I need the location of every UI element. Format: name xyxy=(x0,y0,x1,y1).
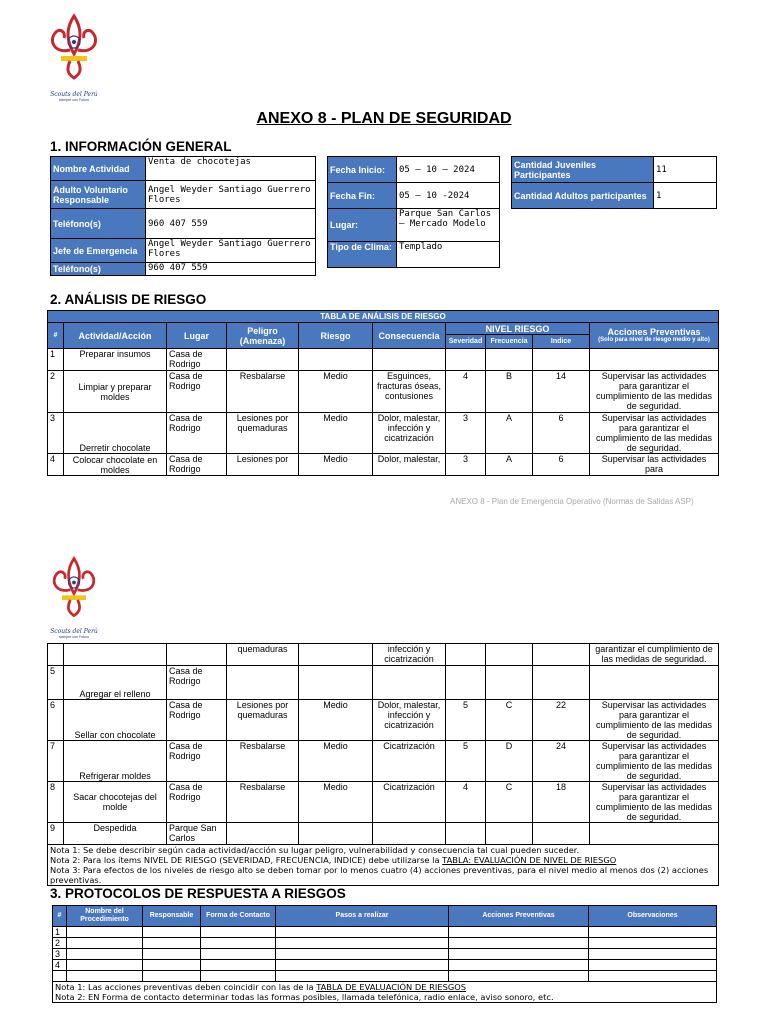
row-lugar: Casa de Rodrigo xyxy=(167,782,227,823)
col-acciones xyxy=(590,323,719,349)
cont-acciones: garantizar el cumplimiento de las medidas de seguridad. xyxy=(590,644,719,666)
section-3-heading: 3. PROTOCOLOS DE RESPUESTA A RIESGOS xyxy=(50,886,346,901)
row-consecuencia: Cicatrización xyxy=(373,741,446,782)
row-num: 3 xyxy=(48,413,64,454)
row-actividad: Preparar insumos xyxy=(64,349,167,371)
adultos-label: Cantidad Adultos participantes xyxy=(512,183,654,209)
row-severidad: 5 xyxy=(446,700,486,741)
acciones-title: Acciones Preventivas xyxy=(607,327,701,337)
row-peligro: Resbalarse xyxy=(227,741,299,782)
juveniles-value: 11 xyxy=(654,157,717,183)
proto-cell xyxy=(449,938,589,949)
row-riesgo: Medio xyxy=(299,782,373,823)
row-severidad xyxy=(446,666,486,700)
row-lugar: Casa de Rodrigo xyxy=(167,349,227,371)
acciones-subtitle: (Solo para nivel de riesgo medio y alto) xyxy=(598,337,710,343)
proto-cell xyxy=(276,938,449,949)
row-num: 1 xyxy=(48,349,64,371)
proto-row-num: 1 xyxy=(53,927,67,938)
row-frecuencia: C xyxy=(486,700,533,741)
row-severidad xyxy=(446,823,486,845)
fecha-fin-label: Fecha Fin: xyxy=(328,183,397,209)
protocol-note-1-text: Nota 1: Las acciones preventivas deben coincidir con las de la xyxy=(55,982,317,992)
col-num: # xyxy=(48,323,64,349)
risk-table-title: TABLA DE ANÁLISIS DE RIESGO xyxy=(48,311,719,323)
logo-subtitle: siempre con Futuro xyxy=(58,98,90,102)
col-indice: Indice xyxy=(533,335,590,349)
table-row xyxy=(48,454,719,476)
proto-cell xyxy=(589,927,717,938)
proto-cell xyxy=(276,927,449,938)
table-row xyxy=(48,413,719,454)
proto-cell xyxy=(589,960,717,971)
proto-cell xyxy=(201,971,276,982)
row-riesgo: Medio xyxy=(299,413,373,454)
fecha-inicio-label: Fecha Inicio: xyxy=(328,157,397,183)
table-row xyxy=(53,960,717,971)
row-peligro: Resbalarse xyxy=(227,371,299,413)
row-actividad: Agregar el relleno xyxy=(64,666,167,700)
row-frecuencia xyxy=(486,823,533,845)
row-acciones: Supervisar las actividades para garantizar el cumplimiento de las medidas de seguridad. xyxy=(590,413,719,454)
table-row xyxy=(48,644,719,666)
row-consecuencia: Esguinces, fracturas óseas, contusiones xyxy=(373,371,446,413)
row-num: 6 xyxy=(48,700,64,741)
logo-page-2 xyxy=(46,553,102,637)
risk-note-3: Nota 3: Para efectos de los niveles de riesgo alto se deben tomar por lo menos cuatro (4) acciones preventivas, para el nivel medio al menos dos (2) acciones preventivas. xyxy=(50,865,709,885)
col-nivel-riesgo: NIVEL RIESGO xyxy=(446,323,590,335)
page-title: ANEXO 8 - PLAN DE SEGURIDAD xyxy=(256,110,512,127)
general-info-table-2 xyxy=(327,156,500,268)
row-acciones xyxy=(590,666,719,700)
adulto-label: Adulto Voluntario Responsable xyxy=(51,181,146,209)
row-riesgo xyxy=(299,666,373,700)
row-lugar: Casa de Rodrigo xyxy=(167,741,227,782)
row-acciones xyxy=(590,823,719,845)
row-indice: 24 xyxy=(533,741,590,782)
risk-note-2 xyxy=(50,855,716,865)
general-info-table-3 xyxy=(511,156,717,209)
row-severidad: 4 xyxy=(446,782,486,823)
proto-cell xyxy=(143,927,201,938)
row-lugar: Casa de Rodrigo xyxy=(167,454,227,476)
row-num: 5 xyxy=(48,666,64,700)
protocol-note-1-link[interactable]: TABLA DE EVALUACIÓN DE RIESGOS xyxy=(316,982,467,992)
row-frecuencia: C xyxy=(486,782,533,823)
proto-col-acciones: Acciones Preventivas xyxy=(449,906,589,927)
row-consecuencia: Dolor, malestar, infección y cicatrización xyxy=(373,413,446,454)
row-frecuencia xyxy=(486,666,533,700)
row-indice: 6 xyxy=(533,454,590,476)
row-num: 9 xyxy=(48,823,64,845)
general-info-table-1 xyxy=(50,156,316,276)
proto-cell xyxy=(201,960,276,971)
row-acciones: Supervisar las actividades para garantizar el cumplimiento de las medidas de seguridad. xyxy=(590,700,719,741)
lugar-label: Lugar: xyxy=(328,209,397,242)
row-peligro: Lesiones por xyxy=(227,454,299,476)
row-consecuencia: Dolor, malestar, infección y cicatrización xyxy=(373,700,446,741)
proto-col-forma: Forma de Contacto xyxy=(201,906,276,927)
adulto-value: Angel Weyder Santiago Guerrero Flores xyxy=(146,181,316,209)
table-row xyxy=(48,741,719,782)
proto-cell xyxy=(67,927,143,938)
proto-cell xyxy=(143,949,201,960)
proto-cell xyxy=(201,949,276,960)
row-consecuencia: Dolor, malestar, xyxy=(373,454,446,476)
proto-cell xyxy=(143,971,201,982)
row-riesgo: Medio xyxy=(299,741,373,782)
proto-cell xyxy=(449,927,589,938)
nombre-actividad-value: Venta de chocotejas xyxy=(146,157,316,181)
row-acciones: Supervisar las actividades para garantizar el cumplimiento de las medidas de seguridad. xyxy=(590,782,719,823)
row-peligro: Lesiones por quemaduras xyxy=(227,700,299,741)
row-severidad: 5 xyxy=(446,741,486,782)
row-consecuencia xyxy=(373,349,446,371)
risk-note-2-text: Nota 2: Para los ítems NIVEL DE RIESGO (SEVERIDAD, FRECUENCIA, INDICE) debe utilizarse la xyxy=(50,855,443,865)
clima-label: Tipo de Clima: xyxy=(328,242,397,268)
protocols-table xyxy=(52,905,717,1003)
proto-cell xyxy=(143,938,201,949)
row-num: 7 xyxy=(48,741,64,782)
row-num: 4 xyxy=(48,454,64,476)
row-riesgo: Medio xyxy=(299,454,373,476)
row-consecuencia: Cicatrización xyxy=(373,782,446,823)
logo-text: Scouts del Perú xyxy=(50,91,98,98)
row-consecuencia xyxy=(373,666,446,700)
proto-col-responsable: Responsable xyxy=(143,906,201,927)
protocol-note-2: Nota 2: EN Forma de contacto determinar todas las formas posibles, llamada telefónica, radio enlace, aviso sonoro, etc. xyxy=(55,992,554,1002)
proto-cell xyxy=(201,927,276,938)
telefono2-label: Teléfono(s) xyxy=(51,263,146,276)
risk-notes xyxy=(48,845,719,886)
cont-peligro: quemaduras xyxy=(227,644,299,666)
risk-note-2-link[interactable]: TABLA: EVALUACIÓN DE NIVEL DE RIESGO xyxy=(442,855,617,865)
telefono-value: 960 407 559 xyxy=(146,209,316,239)
proto-row-num: 4 xyxy=(53,960,67,971)
proto-cell xyxy=(67,960,143,971)
row-peligro xyxy=(227,823,299,845)
row-peligro: Lesiones por quemaduras xyxy=(227,413,299,454)
proto-cell xyxy=(449,971,589,982)
row-indice: 14 xyxy=(533,371,590,413)
row-frecuencia: D xyxy=(486,741,533,782)
row-lugar: Casa de Rodrigo xyxy=(167,700,227,741)
section-1-heading: 1. INFORMACIÓN GENERAL xyxy=(50,139,232,154)
table-row xyxy=(48,700,719,741)
proto-cell xyxy=(201,938,276,949)
proto-col-pasos: Pasos a realizar xyxy=(276,906,449,927)
col-severidad: Severidad xyxy=(446,335,486,349)
row-frecuencia: A xyxy=(486,454,533,476)
proto-cell xyxy=(143,960,201,971)
page-footer: ANEXO 8 - Plan de Emergencia Operativo (Normas de Salidas ASP) xyxy=(450,497,694,506)
row-frecuencia xyxy=(486,349,533,371)
risk-analysis-table-continued xyxy=(47,643,719,886)
adultos-value: 1 xyxy=(654,183,717,209)
col-peligro: Peligro (Amenaza) xyxy=(227,323,299,349)
logo-subtitle: siempre con Futuro xyxy=(58,635,90,639)
fleur-de-lis-icon xyxy=(44,10,104,86)
jefe-label: Jefe de Emergencia xyxy=(51,239,146,263)
row-severidad: 3 xyxy=(446,413,486,454)
jefe-value: Angel Weyder Santiago Guerrero Flores xyxy=(146,239,316,263)
proto-cell xyxy=(67,938,143,949)
protocol-note-1 xyxy=(55,982,714,992)
col-actividad: Actividad/Acción xyxy=(64,323,167,349)
risk-analysis-table xyxy=(47,310,719,476)
lugar-value: Parque San Carlos – Mercado Modelo xyxy=(397,209,500,242)
row-frecuencia: B xyxy=(486,371,533,413)
proto-row-num xyxy=(53,971,67,982)
row-severidad xyxy=(446,349,486,371)
row-actividad: Limpiar y preparar moldes xyxy=(64,371,167,413)
proto-cell xyxy=(449,949,589,960)
proto-cell xyxy=(67,949,143,960)
proto-cell xyxy=(589,949,717,960)
row-peligro: Resbalarse xyxy=(227,782,299,823)
row-lugar: Casa de Rodrigo xyxy=(167,371,227,413)
row-lugar: Casa de Rodrigo xyxy=(167,666,227,700)
proto-col-num: # xyxy=(53,906,67,927)
row-actividad: Refrigerar moldes xyxy=(64,741,167,782)
proto-col-obs: Observaciones xyxy=(589,906,717,927)
telefono-label: Teléfono(s) xyxy=(51,209,146,239)
col-riesgo: Riesgo xyxy=(299,323,373,349)
row-lugar: Parque San Carlos xyxy=(167,823,227,845)
row-riesgo xyxy=(299,823,373,845)
row-consecuencia xyxy=(373,823,446,845)
fecha-fin-value: 05 – 10 -2024 xyxy=(397,183,500,209)
row-peligro xyxy=(227,666,299,700)
row-riesgo xyxy=(299,349,373,371)
col-frecuencia: Frecuencia xyxy=(486,335,533,349)
row-riesgo: Medio xyxy=(299,371,373,413)
proto-row-num: 3 xyxy=(53,949,67,960)
table-row xyxy=(53,971,717,982)
row-lugar: Casa de Rodrigo xyxy=(167,413,227,454)
row-actividad: Sacar chocotejas del molde xyxy=(64,782,167,823)
protocol-notes xyxy=(53,982,717,1003)
col-lugar: Lugar xyxy=(167,323,227,349)
proto-cell xyxy=(589,938,717,949)
row-actividad: Colocar chocolate en moldes xyxy=(64,454,167,476)
fleur-de-lis-icon xyxy=(46,553,102,623)
proto-cell xyxy=(67,971,143,982)
juveniles-label: Cantidad Juveniles Participantes xyxy=(512,157,654,183)
col-consecuencia: Consecuencia xyxy=(373,323,446,349)
logo-text: Scouts del Perú xyxy=(50,628,98,635)
row-indice: 22 xyxy=(533,700,590,741)
proto-row-num: 2 xyxy=(53,938,67,949)
nombre-actividad-label: Nombre Actividad xyxy=(51,157,146,181)
row-indice xyxy=(533,823,590,845)
proto-cell xyxy=(449,960,589,971)
row-peligro xyxy=(227,349,299,371)
row-num: 8 xyxy=(48,782,64,823)
row-severidad: 4 xyxy=(446,371,486,413)
clima-value: Templado xyxy=(397,242,500,268)
row-frecuencia: A xyxy=(486,413,533,454)
risk-note-1: Nota 1: Se debe describir según cada actividad/acción su lugar peligro, vulnerabilidad y consecuencia tal cual pueden suceder. xyxy=(50,845,580,855)
section-2-heading: 2. ANÁLISIS DE RIESGO xyxy=(50,292,207,307)
table-row xyxy=(48,782,719,823)
row-severidad: 3 xyxy=(446,454,486,476)
proto-cell xyxy=(589,971,717,982)
row-actividad: Despedida xyxy=(64,823,167,845)
table-row xyxy=(48,823,719,845)
row-indice: 18 xyxy=(533,782,590,823)
row-acciones: Supervisar las actividades para xyxy=(590,454,719,476)
table-row xyxy=(53,927,717,938)
row-num: 2 xyxy=(48,371,64,413)
row-indice: 6 xyxy=(533,413,590,454)
row-actividad: Sellar con chocolate xyxy=(64,700,167,741)
proto-cell xyxy=(276,960,449,971)
table-row xyxy=(48,371,719,413)
row-acciones: Supervisar las actividades para garantizar el cumplimiento de las medidas de seguridad. xyxy=(590,741,719,782)
telefono2-value: 960 407 559 xyxy=(146,263,316,276)
proto-col-nombre: Nombre del Procedimiento xyxy=(67,906,143,927)
proto-cell xyxy=(276,971,449,982)
row-acciones xyxy=(590,349,719,371)
table-row xyxy=(53,938,717,949)
logo xyxy=(44,10,104,100)
row-indice xyxy=(533,666,590,700)
row-acciones: Supervisar las actividades para garantizar el cumplimiento de las medidas de seguridad. xyxy=(590,371,719,413)
row-riesgo: Medio xyxy=(299,700,373,741)
table-row xyxy=(48,666,719,700)
table-row xyxy=(53,949,717,960)
cont-consecuencia: infección y cicatrización xyxy=(373,644,446,666)
row-actividad: Derretir chocolate xyxy=(64,413,167,454)
row-indice xyxy=(533,349,590,371)
proto-cell xyxy=(276,949,449,960)
fecha-inicio-value: 05 – 10 – 2024 xyxy=(397,157,500,183)
table-row xyxy=(48,349,719,371)
